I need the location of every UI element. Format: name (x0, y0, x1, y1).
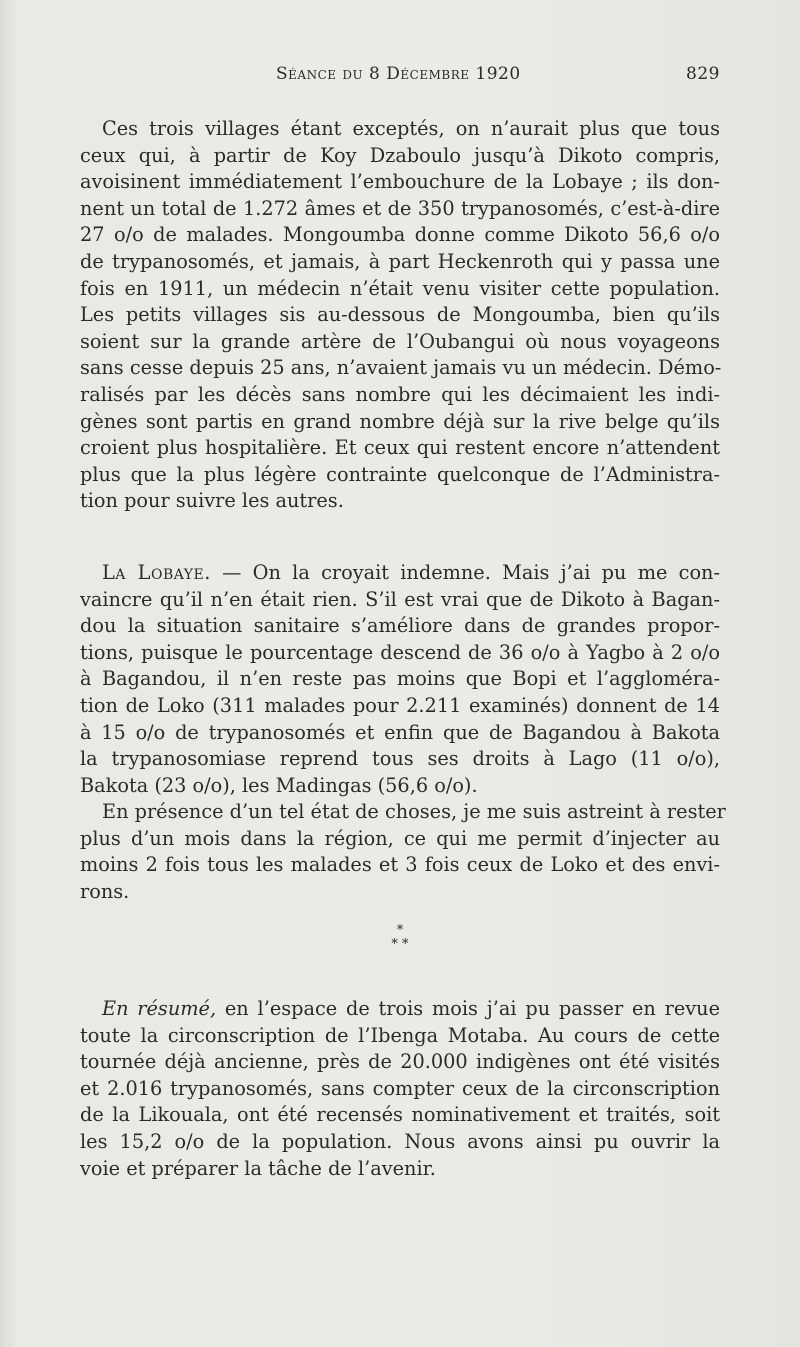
text-line: Bakota (23 o/o), les Madingas (56,6 o/o). (80, 773, 478, 797)
text-line: ceux qui, à partir de Koy Dzaboulo jusqu’à Dikoto compris, (80, 143, 720, 167)
text-line: Les petits villages sis au-dessous de Mongoumba, bien qu’ils (80, 303, 720, 327)
running-header (80, 64, 720, 94)
text-line: tion de Loko (311 malades pour 2.211 examinés) donnent de 14 (80, 693, 720, 717)
text-line (80, 996, 720, 1023)
emphasis-en-resume: En résumé, (102, 997, 217, 1020)
text-line: tion pour suivre les autres. (80, 489, 344, 513)
text-line: moins 2 fois tous les malades et 3 fois ceux de Loko et des envi- (80, 853, 720, 877)
text-line: sans cesse depuis 25 ans, n’avaient jamais vu un médecin. Démo- (80, 356, 722, 380)
text-line: fois en 1911, un médecin n’était venu visiter cette population. (80, 276, 720, 300)
page-number: 829 (686, 64, 720, 84)
text-line: dou la situation sanitaire s’améliore dans de grandes propor- (80, 614, 720, 638)
text-line: toute la circonscription de l’Ibenga Motaba. Au cours de cette (80, 1023, 720, 1047)
asterism-top: * (396, 923, 404, 938)
text-line: vaincre qu’il n’en était rien. S’il est vrai que de Dikoto à Bagan- (80, 587, 720, 611)
text-line: voie et préparer la tâche de l’avenir. (80, 1156, 436, 1180)
text-line: croient plus hospitalière. Et ceux qui restent encore n’attendent (80, 436, 720, 460)
text-line: En présence d’un tel état de choses, je me suis astreint à rester (102, 800, 726, 823)
paragraph-resume (80, 996, 720, 1182)
text-line: avoisinent immédiatement l’embouchure de la Lobaye ; ils don- (80, 170, 720, 194)
text-line-rest: — On la croyait indemne. Mais j’ai pu me con- (222, 561, 720, 584)
text-line: gènes sont partis en grand nombre déjà sur la rive belge qu’ils (80, 409, 720, 433)
paragraph-lobaye (80, 560, 720, 799)
text-line: les 15,2 o/o de la population. Nous avons ainsi pu ouvrir la (80, 1129, 720, 1153)
text-line: tions, puisque le pourcentage descend de 36 o/o à Yagbo à 2 o/o (80, 640, 720, 664)
text-line: 27 o/o de malades. Mongoumba donne comme Dikoto 56,6 o/o (80, 223, 720, 247)
section-heading-lobaye: La Lobaye. (102, 561, 211, 584)
text-line: plus d’un mois dans la région, ce qui me permit d’injecter au (80, 826, 720, 850)
text-line-rest: en l’espace de trois mois j’ai pu passer en revue (224, 997, 720, 1020)
text-line: de trypanosomés, et jamais, à part Heckenroth qui y passa une (80, 249, 720, 273)
text-line (80, 560, 720, 587)
paragraph-villages (80, 116, 720, 515)
text-line: soient sur la grande artère de l’Oubangui où nous voyageons (80, 329, 720, 353)
text-line: nent un total de 1.272 âmes et de 350 trypanosomés, c’est-à-dire (80, 196, 720, 220)
text-line: plus que la plus légère contrainte quelconque de l’Administra- (80, 462, 720, 486)
text-line: la trypanosomiase reprend tous ses droits à Lago (11 o/o), (80, 747, 720, 771)
text-line: Ces trois villages étant exceptés, on n’aurait plus que tous (102, 117, 720, 140)
text-line: et 2.016 trypanosomés, sans compter ceux de la circonscription (80, 1076, 720, 1100)
text-line: de la Likouala, ont été recensés nominativement et traités, soit (80, 1103, 720, 1127)
text-line: à 15 o/o de trypanosomés et enfin que de Bagandou à Bakota (80, 720, 720, 744)
text-line: ralisés par les décès sans nombre qui les décimaient les indi- (80, 382, 720, 406)
asterism-bottom: * * (391, 937, 409, 952)
text-line: rons. (80, 879, 130, 903)
paragraph-presence (80, 799, 726, 905)
running-title: Séance du 8 Décembre 1920 (276, 64, 521, 84)
text-line: à Bagandou, il n’en reste pas moins que Bopi et l’aggloméra- (80, 667, 720, 691)
text-line: tournée déjà ancienne, près de 20.000 indigènes ont été visités (80, 1050, 720, 1074)
